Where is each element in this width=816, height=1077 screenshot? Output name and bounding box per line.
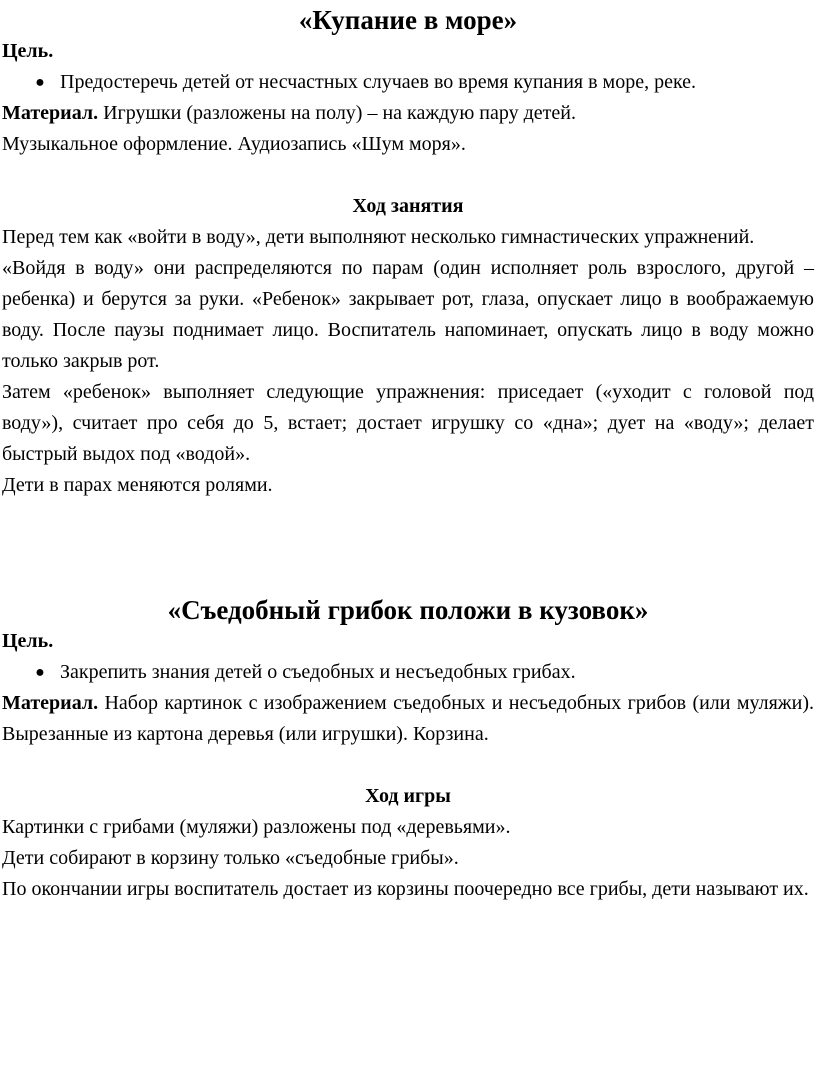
paragraph: «Войдя в воду» они распределяются по парам (один исполняет роль взрослого, другой – ребенка) и берутся за руки. «Ребенок» закрывает рот, глаза, опускает лицо в воображаемую воду. После паузы поднимает лицо. Воспитатель напоминает, опускать лицо в воду можно только закрыв рот.	[2, 257, 814, 372]
paragraph: Картинки с грибами (муляжи) разложены под «деревьями».	[2, 816, 511, 838]
bullet-icon: ●	[35, 664, 45, 681]
section-title: «Съедобный грибок положи в кузовок»	[167, 595, 649, 625]
process-heading: Ход занятия	[352, 195, 464, 217]
section-swimming	[2, 4, 814, 501]
section-title: «Купание в море»	[298, 5, 518, 35]
goal-label: Цель.	[2, 40, 54, 62]
goal-list-item	[2, 67, 814, 98]
paragraph: Дети в парах меняются ролями.	[2, 474, 273, 496]
material-line	[2, 98, 814, 129]
material-text: Набор картинок с изображением съедобных и несъедобных грибов (или муляжи). Вырезанные из картона деревья (или игрушки). Корзина.	[2, 692, 814, 745]
goal-text: Предостеречь детей от несчастных случаев во время купания в море, реке.	[60, 71, 697, 93]
paragraph: По окончании игры воспитатель достает из корзины поочередно все грибы, дети называют их.	[2, 878, 809, 900]
goal-list-item	[2, 657, 814, 688]
material-label: Материал.	[2, 692, 99, 714]
section-mushrooms	[2, 594, 814, 905]
material-label: Материал.	[2, 102, 99, 124]
paragraph: Затем «ребенок» выполняет следующие упражнения: приседает («уходит с головой под воду»), считает про себя до 5, встает; достает игрушку со «дна»; дует на «воду»; делает быстрый выдох под «водой».	[2, 381, 814, 465]
process-heading: Ход игры	[365, 785, 451, 807]
bullet-icon: ●	[35, 74, 45, 91]
music-line: Музыкальное оформление. Аудиозапись «Шум моря».	[2, 133, 466, 155]
material-line	[2, 688, 814, 750]
paragraph: Дети собирают в корзину только «съедобные грибы».	[2, 847, 459, 869]
goal-text: Закрепить знания детей о съедобных и несъедобных грибах.	[60, 661, 576, 683]
material-text: Игрушки (разложены на полу) – на каждую пару детей.	[98, 102, 576, 124]
paragraph: Перед тем как «войти в воду», дети выполняют несколько гимнастических упражнений.	[2, 226, 755, 248]
goal-label: Цель.	[2, 630, 54, 652]
